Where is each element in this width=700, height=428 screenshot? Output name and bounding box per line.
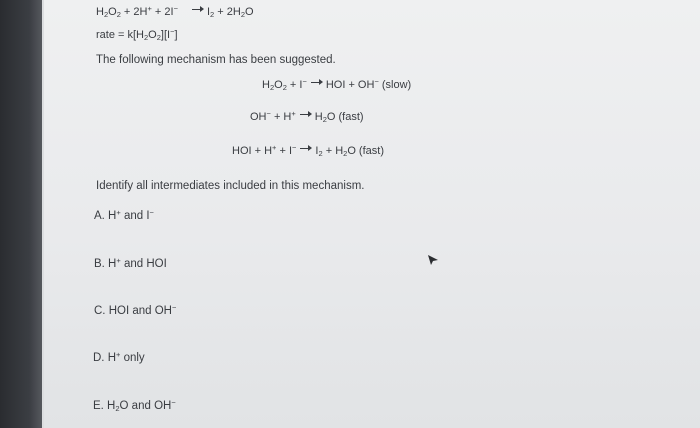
option-a[interactable]: A. H+ and I− (94, 208, 154, 222)
reaction-arrow-icon (300, 145, 312, 151)
overall-reaction: $H_2O_2 + 2H^+ + 2I^-$ $I_2 + 2H_2O$ (96, 4, 254, 19)
option-e[interactable]: E. $H_2O$ and OH− (93, 398, 176, 413)
option-d[interactable]: D. H+ only (93, 350, 145, 364)
option-c[interactable]: C. HOI and OH− (94, 303, 177, 317)
option-b[interactable]: B. H+ and HOI (94, 256, 167, 270)
left-dark-margin (0, 0, 42, 428)
mechanism-step-3: HOI + H+ + I− $I_2 + H_2O$ (fast) (232, 143, 384, 158)
reaction-arrow-icon (311, 79, 323, 85)
reaction-arrow-icon (192, 6, 204, 12)
reaction-arrow-icon (300, 111, 312, 117)
arrow-cursor-icon (428, 255, 438, 265)
rate-law: rate = $k[H_2O_2][I^-]$ (96, 27, 178, 42)
mechanism-step-1: $H_2O_2 + I^-$ HOI + OH− (slow) (262, 77, 412, 92)
question-text: Identify all intermediates included in this mechanism. (96, 180, 365, 192)
mechanism-intro: The following mechanism has been suggested. (96, 54, 336, 66)
mechanism-step-2: OH− + H+ $H_2O$ (fast) (250, 109, 364, 124)
